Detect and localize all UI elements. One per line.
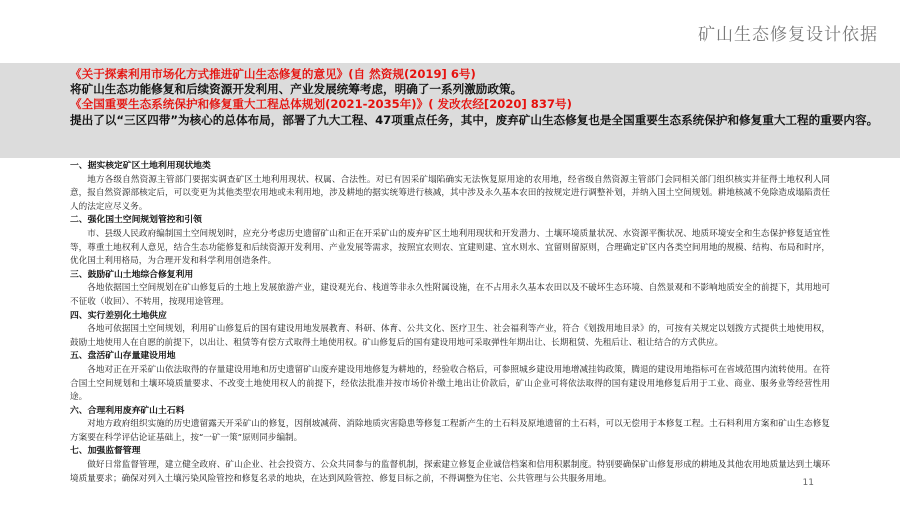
section-title: 四、实行差别化土地供应 — [70, 310, 167, 321]
section-body: 各地对正在开采矿山依法取得的存量建设用地和历史遗留矿山废弃建设用地修复为耕地的，经验收合格后，可参照城乡建设用地增减挂钩政策，腾退的建设用地指标可在省域范围内流转使用。在符合国土空间规划和土壤环境质量要求、不改变土地使用权人的前提下，经依法批准并按市场价补缴土地出让价款后，矿山企业可将依法取得的国有建设用地修复后用于工业、商业、服务业等经营性用途。 — [70, 364, 830, 403]
section-body: 做好日常监督管理，建立健全政府、矿山企业、社会投资方、公众共同参与的监督机制，探索建立修复企业诚信档案和信用积累制度。特别要确保矿山修复形成的耕地及其他农用地质量达到土壤环境质量要求；确保对列入土壤污染风险管控和修复名录的地块，在达到风险管控、修复目标之前，不得调整为住宅、公共管理与公共服务用地。 — [70, 460, 830, 484]
policy-description-1: 将矿山生态功能修复和后续资源开发利用、产业发展统筹考虑，明确了一系列激励政策。 — [70, 82, 523, 97]
measures-list — [70, 160, 830, 486]
section-body: 市、县级人民政府编制国土空间规划时，应充分考虑历史遗留矿山和正在开采矿山的废弃矿区土地利用现状和开发潜力、土壤环境质量状况、水资源平衡状况、地质环境安全和生态保护修复适宜性等，尊重土地权利人意见，结合生态功能修复和后续资源开发利用、产业发展等需求，按照宜农则农、宜建则建、宜水则水、宜留则留原则，合理确定矿区内各类空间用地的规模、结构、布局和时序，优化国土利用格局，为合理开发和科学利用创造条件。 — [70, 228, 830, 267]
policy-title-2: 《全国重要生态系统保护和修复重大工程总体规划(2021-2035年)》( 发改农经[2020] 837号) — [70, 97, 572, 112]
policy-banner — [0, 63, 900, 158]
section-title: 三、鼓励矿山土地综合修复利用 — [70, 269, 194, 280]
page-header-title: 矿山生态修复设计依据 — [698, 25, 878, 45]
page-number: 11 — [802, 478, 814, 488]
section-title: 二、强化国土空间规划管控和引领 — [70, 215, 202, 226]
section-title: 六、合理利用废弃矿山土石料 — [70, 405, 185, 416]
section-title: 七、加强监督管理 — [70, 446, 141, 457]
section-title: 一、据实核定矿区土地利用现状地类 — [70, 161, 211, 171]
policy-title-1: 《关于探索利用市场化方式推进矿山生态修复的意见》(自 然资规(2019] 6号) — [70, 67, 476, 81]
policy-description-2: 提出了以“三区四带”为核心的总体布局，部署了九大工程、47项重点任务，其中，废弃矿山生态修复也是全国重要生态系统保护和修复重大工程的重要内容。 — [70, 112, 879, 127]
section-title: 五、盘活矿山存量建设用地 — [70, 351, 176, 362]
section-body: 各地可依据国土空间规划，利用矿山修复后的国有建设用地发展教育、科研、体育、公共文化、医疗卫生、社会福利等产业，符合《划拨用地目录》的，可按有关规定以划拨方式提供土地使用权，鼓励土地使用人在自愿的前提下，以出让、租赁等有偿方式取得土地使用权。矿山修复后的国有建设用地可采取弹性年期出让、长期租赁、先租后让、租让结合的方式供应。 — [70, 324, 830, 348]
section-body: 各地依据国土空间规划在矿山修复后的土地上发展旅游产业，建设观光台、栈道等非永久性附属设施，在不占用永久基本农田以及不破坏生态环境、自然景观和不影响地质安全的前提下，其用地可不征收（收回）、不转用，按现用途管理。 — [70, 283, 830, 307]
section-body: 地方各级自然资源主管部门要据实调查矿区土地利用现状、权属、合法性。对已有因采矿塌陷确实无法恢复原用途的农用地，经省级自然资源主管部门会同相关部门组织核实并征得土地权利人同意，报自然资源部核定后，可以变更为其他类型农用地或未利用地，涉及耕地的据实统筹进行核减，其中涉及永久基本农田的按规定进行调整补划，并纳入国土空间规划。耕地核减不免除造成塌陷责任人的法定应尽义务。 — [70, 174, 830, 212]
section-body: 对地方政府组织实施的历史遗留露天开采矿山的修复，因削坡减荷、消除地质灾害隐患等修复工程新产生的土石料及原地遗留的土石料，可以无偿用于本修复工程。土石料利用方案和矿山生态修复方案要在科学评估论证基础上，按“一矿一策”原则同步编制。 — [70, 419, 830, 443]
policy-banner-text — [70, 67, 890, 128]
